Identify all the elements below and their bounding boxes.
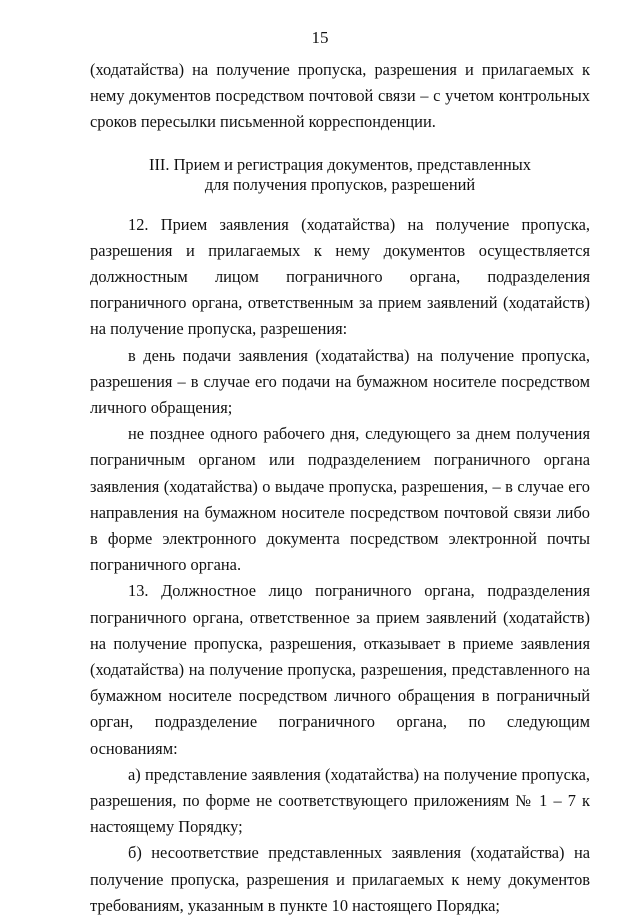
section-heading-line-2: для получения пропусков, разрешений xyxy=(204,174,476,194)
paragraph-13: 13. Должностное лицо пограничного органа, подразделения пограничного органа, ответственное за прием заявлений (ходатайств) на получение пропуска, разрешения, отказывает в приеме заявления (ходатайства) на получение пропуска, разрешения, представленного на бумажном носителе посредством личного обращения в пограничный орган, подразделение пограничного органа, по следующим основаниям: xyxy=(90,581,590,758)
paragraph-13-item-a: а) представление заявления (ходатайства) на получение пропуска, разрешения, по форме не соответствующего приложениям № 1 – 7 к настоящему Порядку; xyxy=(90,764,590,837)
section-heading xyxy=(90,155,590,195)
paragraph-13-item-b: б) несоответствие представленных заявления (ходатайства) на получение пропуска, разрешения и прилагаемых к нему документов требованиям, указанным в пункте 10 настоящего Порядка; xyxy=(90,843,590,915)
paragraph-12-item-1: в день подачи заявления (ходатайства) на получение пропуска, разрешения – в случае его подачи на бумажном носителе посредством личного обращения; xyxy=(90,345,590,418)
paragraph-12-item-2: не позднее одного рабочего дня, следующего за днем получения пограничным органом или подразделением пограничного органа заявления (ходатайства) о выдаче пропуска, разрешения, – в случае его направления на бумажном носителе посредством почтовой связи либо в форме электронного документа посредством электронной почты пограничного органа. xyxy=(90,424,590,575)
intro-paragraph: (ходатайства) на получение пропуска, разрешения и прилагаемых к нему документов посредством почтовой связи – с учетом контрольных сроков пересылки письменной корреспонденции. xyxy=(90,60,590,132)
paragraph-12: 12. Прием заявления (ходатайства) на получение пропуска, разрешения и прилагаемых к нему документов осуществляется должностным лицом пограничного органа, подразделения пограничного органа, ответственным за прием заявлений (ходатайств) на получение пропуска, разрешения: xyxy=(90,214,590,339)
document-body xyxy=(90,57,590,919)
section-heading-line-1: III. Прием и регистрация документов, представленных xyxy=(149,154,531,174)
page-number: 15 xyxy=(311,28,329,47)
